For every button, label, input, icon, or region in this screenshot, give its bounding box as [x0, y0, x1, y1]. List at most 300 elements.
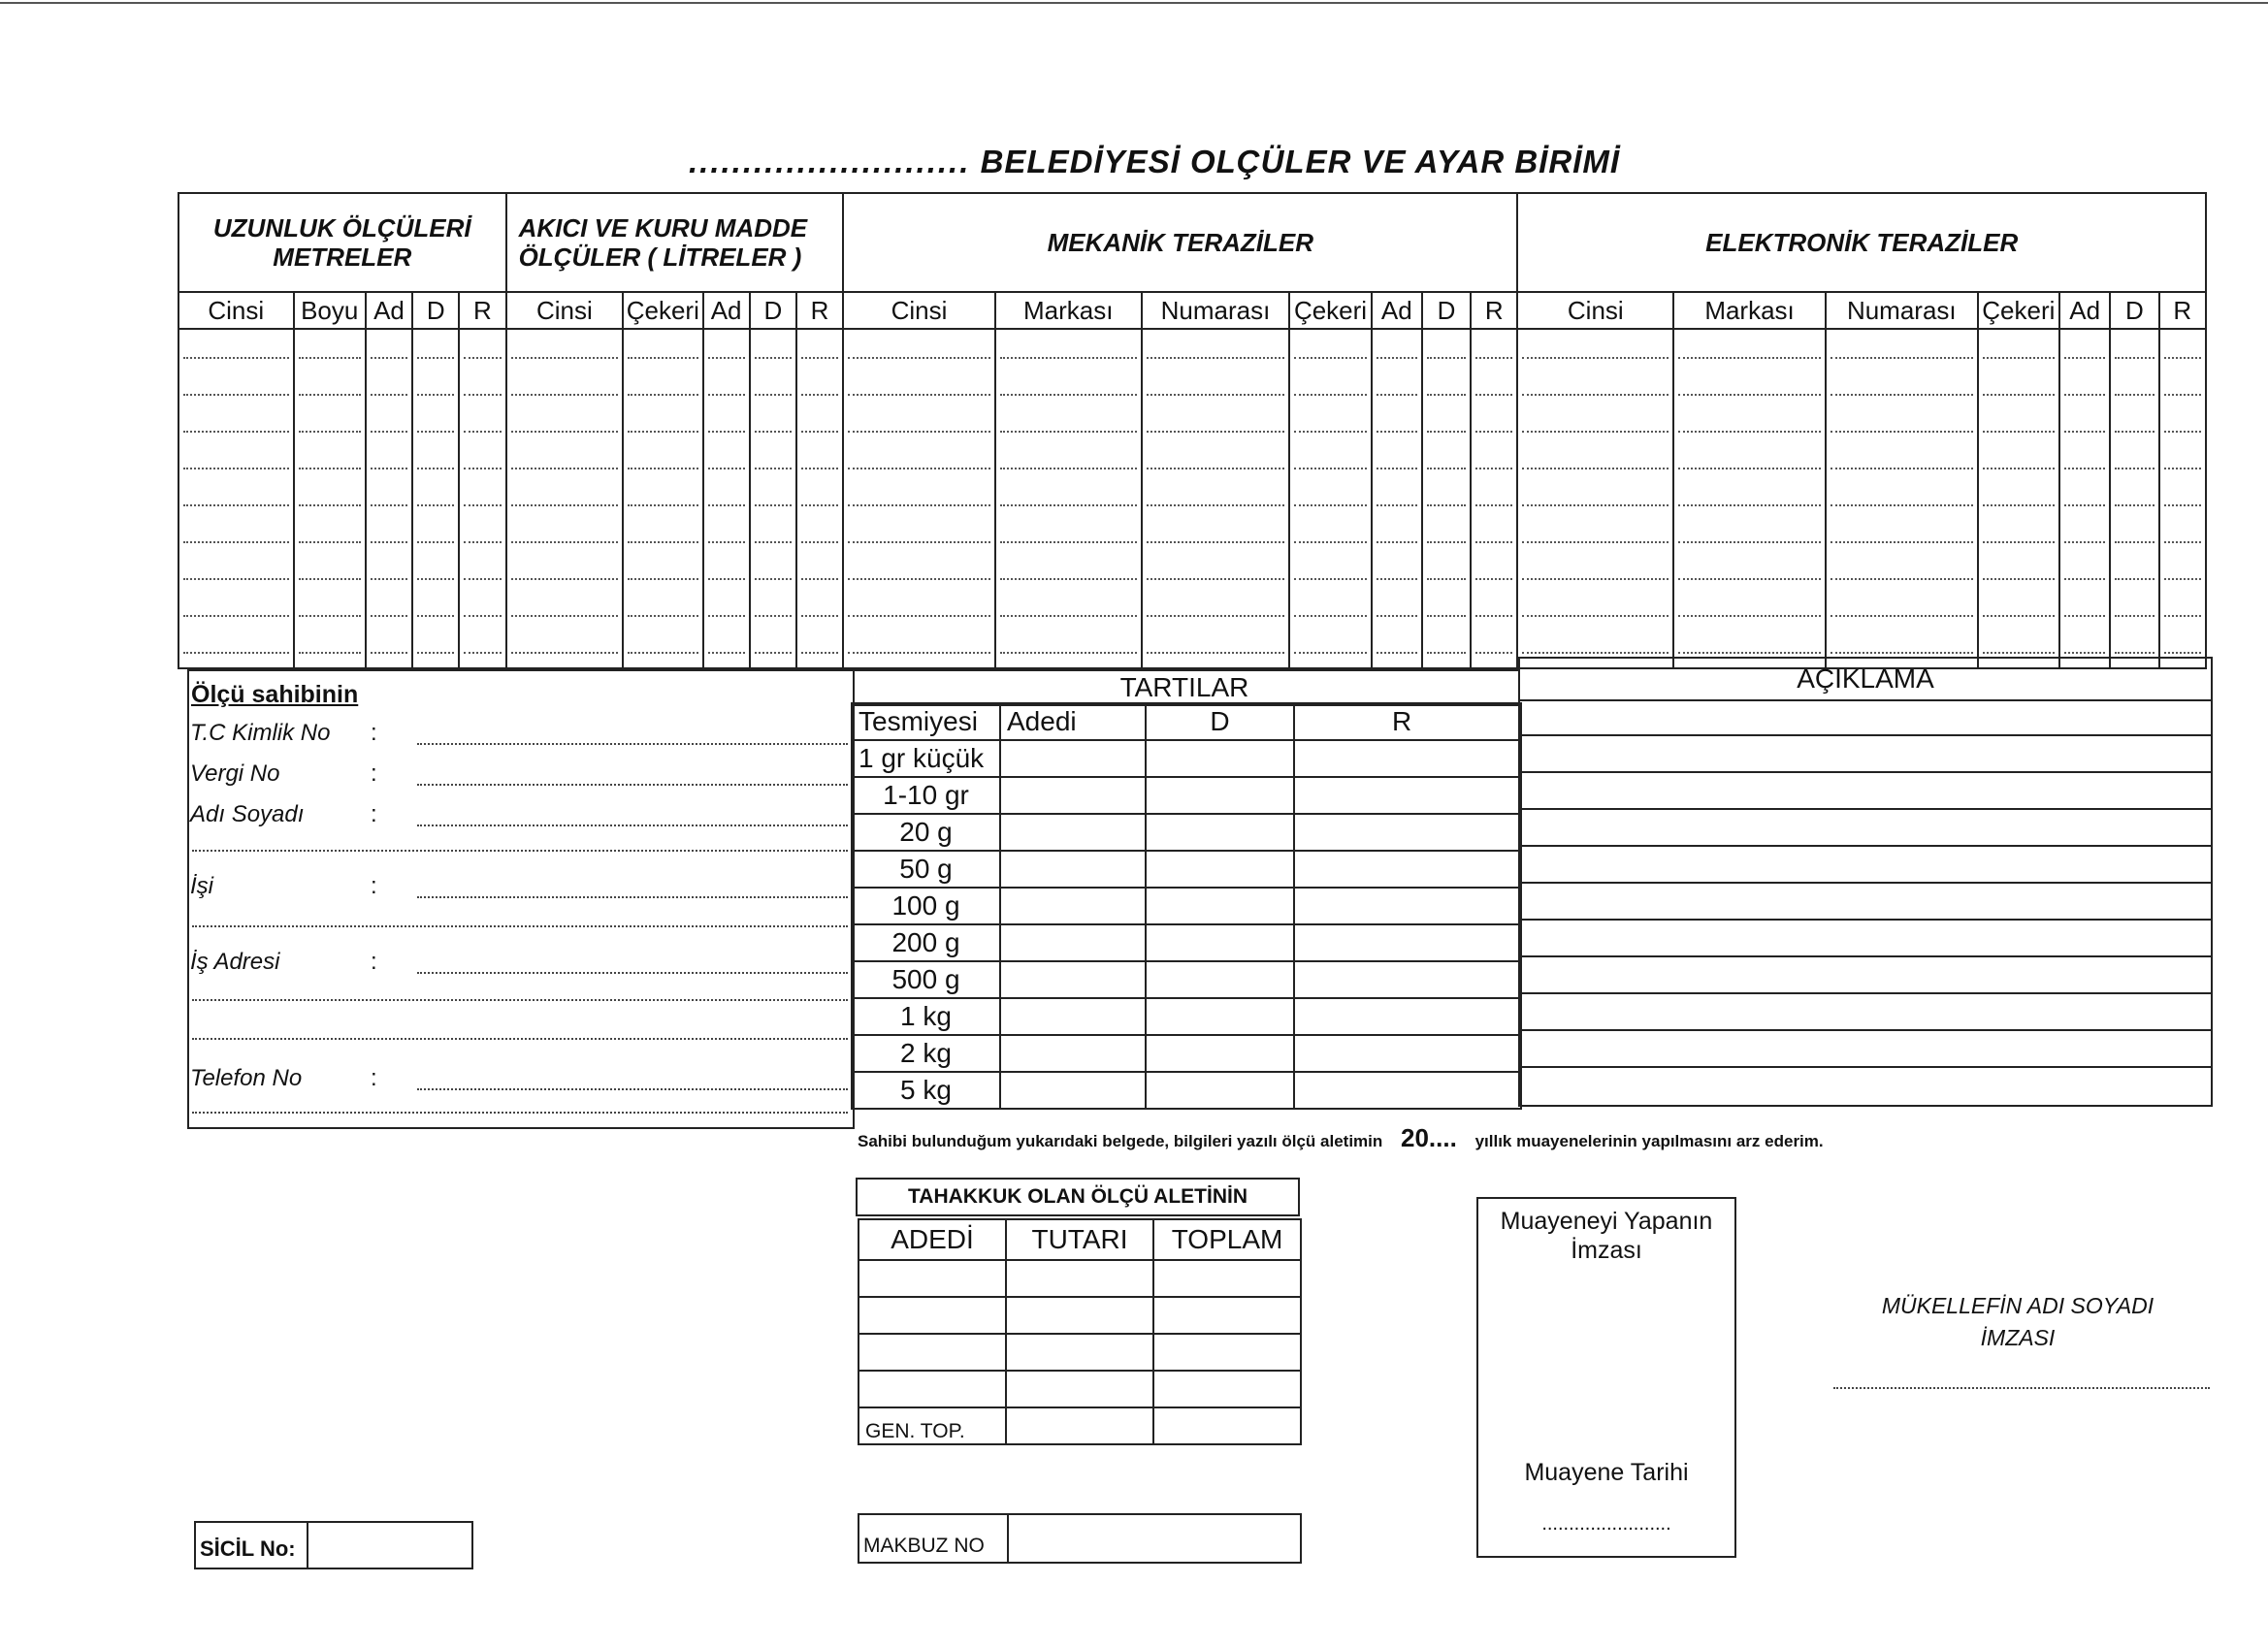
owner-field-colon: :: [371, 949, 377, 975]
entry-cell[interactable]: [750, 329, 796, 668]
tartilar-title: TARTILAR: [851, 669, 1520, 706]
tartilar-row: [852, 851, 1521, 888]
entry-dotline: [1831, 615, 1973, 617]
group-akici: AKICI VE KURU MADDE ÖLÇÜLER ( LİTRELER ): [506, 193, 844, 292]
owner-extra-line[interactable]: [192, 999, 848, 1001]
entry-dotline: [848, 357, 990, 359]
entry-dotline: [1983, 431, 2055, 433]
entry-dotline: [1831, 541, 1973, 543]
entry-dotline: [1678, 541, 1821, 543]
entry-dotline: [1475, 578, 1512, 580]
entry-dotline: [1294, 468, 1366, 469]
entry-dotline: [1427, 541, 1466, 543]
entry-dotline: [1831, 394, 1973, 396]
tartilar-row: [852, 888, 1521, 924]
entry-dotline: [1000, 615, 1137, 617]
entry-dotline: [511, 578, 619, 580]
entry-dotline: [464, 357, 501, 359]
entry-cell[interactable]: [459, 329, 505, 668]
entry-dotline: [1831, 431, 1973, 433]
entry-dotline: [1000, 578, 1137, 580]
group-uzunluk: UZUNLUK ÖLÇÜLERİ METRELER: [178, 193, 506, 292]
entry-cell[interactable]: [294, 329, 366, 668]
entry-dotline: [628, 468, 697, 469]
entry-dotline: [511, 652, 619, 654]
aciklama-line[interactable]: [1520, 808, 2211, 810]
entry-dotline: [299, 394, 361, 396]
owner-field-colon: :: [371, 801, 377, 827]
entry-dotline: [371, 615, 407, 617]
aciklama-line[interactable]: [1520, 845, 2211, 847]
entry-dotline: [628, 652, 697, 654]
tartilar-header: Tesmiyesi: [852, 703, 1000, 740]
entry-dotline: [2115, 357, 2154, 359]
entry-dotline: [1427, 431, 1466, 433]
entry-dotline: [2115, 504, 2154, 506]
entry-dotline: [1475, 468, 1512, 469]
entry-dotline: [1294, 357, 1366, 359]
entry-dotline: [755, 652, 792, 654]
muayene-box: [1476, 1197, 1736, 1558]
entry-dotline: [1475, 652, 1512, 654]
owner-field-label: Vergi No: [190, 760, 280, 787]
entry-dotline: [1475, 394, 1512, 396]
tartilar-cell[interactable]: [1294, 924, 1521, 961]
entry-cell[interactable]: [2159, 329, 2206, 668]
col-header: Cinsi: [178, 292, 294, 329]
top-border: [0, 2, 2268, 4]
mukellef-block: [1833, 1290, 2202, 1354]
tartilar-cell[interactable]: [1000, 888, 1146, 924]
entry-dotline: [1831, 357, 1973, 359]
entry-dotline: [2064, 615, 2105, 617]
owner-field-label: Telefon No: [190, 1065, 303, 1091]
entry-dotline: [511, 504, 619, 506]
title-dots: ..........................: [689, 144, 971, 179]
aciklama-line[interactable]: [1520, 1066, 2211, 1068]
tartilar-cell[interactable]: [1294, 998, 1521, 1035]
entry-dotline: [848, 468, 990, 469]
entry-dotline: [371, 394, 407, 396]
entry-dotline: [755, 578, 792, 580]
tartilar-cell[interactable]: [1000, 998, 1146, 1035]
entry-dotline: [1475, 431, 1512, 433]
tahakkuk-header: TOPLAM: [1153, 1219, 1301, 1260]
entry-dotline: [371, 578, 407, 580]
owner-field-label: İş Adresi: [190, 949, 280, 975]
makbuz-divider: [1007, 1515, 1009, 1562]
entry-dotline: [299, 357, 361, 359]
entry-dotline: [1147, 652, 1285, 654]
tartilar-weight: 2 kg: [852, 1035, 1000, 1072]
tartilar-cell[interactable]: [1294, 740, 1521, 777]
tartilar-row: [852, 777, 1521, 814]
entry-dotline: [708, 578, 745, 580]
entry-dotline: [708, 357, 745, 359]
owner-field-label: T.C Kimlik No: [190, 720, 331, 746]
entry-cell[interactable]: [623, 329, 702, 668]
entry-dotline: [417, 431, 454, 433]
tartilar-row: [852, 998, 1521, 1035]
entry-cell[interactable]: [843, 329, 995, 668]
col-header: Boyu: [294, 292, 366, 329]
sicil-box: [194, 1521, 473, 1569]
owner-field-input[interactable]: [417, 743, 848, 745]
entry-dotline: [1522, 652, 1669, 654]
entry-dotline: [1983, 615, 2055, 617]
entry-dotline: [628, 431, 697, 433]
entry-dotline: [1377, 468, 1417, 469]
owner-extra-line[interactable]: [192, 1038, 848, 1040]
entry-dotline: [1294, 431, 1366, 433]
col-header: Cinsi: [1517, 292, 1673, 329]
entry-dotline: [183, 394, 289, 396]
tartilar-cell[interactable]: [1294, 851, 1521, 888]
entry-cell[interactable]: [412, 329, 459, 668]
entry-dotline: [511, 431, 619, 433]
entry-dotline: [801, 394, 838, 396]
entry-dotline: [511, 468, 619, 469]
col-header: Ad: [1372, 292, 1422, 329]
entry-dotline: [1831, 578, 1973, 580]
entry-dotline: [2115, 615, 2154, 617]
entry-dotline: [417, 504, 454, 506]
owner-extra-line[interactable]: [192, 850, 848, 852]
tartilar-header: Adedi: [1000, 703, 1146, 740]
tartilar-cell[interactable]: [1000, 961, 1146, 998]
aciklama-line[interactable]: [1520, 882, 2211, 884]
entry-dotline: [848, 652, 990, 654]
col-header: Çekeri: [623, 292, 702, 329]
col-header: Ad: [2059, 292, 2110, 329]
tartilar-cell[interactable]: [1146, 1035, 1294, 1072]
entry-dotline: [1427, 504, 1466, 506]
aciklama-line[interactable]: [1520, 734, 2211, 736]
statement: [858, 1123, 1824, 1153]
tartilar-row: [852, 814, 1521, 851]
tartilar-cell[interactable]: [1000, 1072, 1146, 1109]
entry-dotline: [628, 394, 697, 396]
entry-dotline: [1475, 541, 1512, 543]
muayene-date-dots: ........................: [1541, 1513, 1671, 1535]
entry-dotline: [417, 468, 454, 469]
entry-dotline: [708, 394, 745, 396]
entry-cell[interactable]: [1372, 329, 1422, 668]
entry-dotline: [1983, 504, 2055, 506]
entry-dotline: [1147, 504, 1285, 506]
entry-cell[interactable]: [703, 329, 750, 668]
entry-dotline: [1294, 615, 1366, 617]
entry-dotline: [801, 541, 838, 543]
entry-dotline: [2164, 615, 2201, 617]
entry-dotline: [1427, 394, 1466, 396]
owner-field-input[interactable]: [417, 1088, 848, 1090]
col-header: R: [459, 292, 505, 329]
entry-dotline: [1147, 394, 1285, 396]
entry-dotline: [1831, 468, 1973, 469]
entry-dotline: [1294, 541, 1366, 543]
entry-dotline: [1522, 504, 1669, 506]
owner-extra-line[interactable]: [192, 1112, 848, 1114]
entry-cell[interactable]: [1142, 329, 1290, 668]
tartilar-cell[interactable]: [1000, 814, 1146, 851]
tartilar-weight: 5 kg: [852, 1072, 1000, 1109]
entry-dotline: [801, 578, 838, 580]
entry-dotline: [2164, 652, 2201, 654]
entry-dotline: [511, 615, 619, 617]
entry-dotline: [628, 615, 697, 617]
entry-dotline: [1427, 615, 1466, 617]
entry-dotline: [1377, 652, 1417, 654]
tartilar-row: [852, 961, 1521, 998]
col-header: Çekeri: [1978, 292, 2059, 329]
entry-cell[interactable]: [1471, 329, 1517, 668]
entry-dotline: [1983, 652, 2055, 654]
entry-dotline: [2115, 652, 2154, 654]
entry-dotline: [1522, 468, 1669, 469]
owner-field-input[interactable]: [417, 824, 848, 826]
entry-dotline: [801, 652, 838, 654]
entry-dotline: [417, 578, 454, 580]
entry-dotline: [1377, 541, 1417, 543]
entry-dotline: [2064, 504, 2105, 506]
tartilar-cell[interactable]: [1146, 998, 1294, 1035]
aciklama-line[interactable]: [1520, 992, 2211, 994]
owner-field-input[interactable]: [417, 896, 848, 898]
entry-dotline: [1377, 431, 1417, 433]
tartilar-cell[interactable]: [1294, 961, 1521, 998]
entry-dotline: [299, 615, 361, 617]
entry-dotline: [1678, 357, 1821, 359]
entry-dotline: [1983, 578, 2055, 580]
col-header: Çekeri: [1289, 292, 1371, 329]
tartilar-cell[interactable]: [1294, 814, 1521, 851]
entry-dotline: [2164, 578, 2201, 580]
entry-dotline: [1678, 431, 1821, 433]
entry-dotline: [1000, 431, 1137, 433]
entry-dotline: [464, 394, 501, 396]
entry-dotline: [2115, 578, 2154, 580]
entry-dotline: [628, 504, 697, 506]
entry-dotline: [708, 468, 745, 469]
entry-cell[interactable]: [1289, 329, 1371, 668]
entry-dotline: [1377, 504, 1417, 506]
entry-dotline: [1377, 357, 1417, 359]
entry-cell[interactable]: [2110, 329, 2158, 668]
entry-cell[interactable]: [1673, 329, 1826, 668]
entry-dotline: [1147, 541, 1285, 543]
tartilar-cell[interactable]: [1146, 888, 1294, 924]
entry-dotline: [2064, 431, 2105, 433]
col-header: Numarası: [1142, 292, 1290, 329]
entry-dotline: [371, 468, 407, 469]
statement-year: 20....: [1401, 1123, 1457, 1152]
group-mekanik: MEKANİK TERAZİLER: [843, 193, 1517, 292]
entry-dotline: [2164, 468, 2201, 469]
entry-dotline: [371, 541, 407, 543]
entry-dotline: [2064, 394, 2105, 396]
mukellef-name-label: MÜKELLEFİN ADI SOYADI: [1881, 1293, 2155, 1318]
instrument-table: [178, 192, 2207, 669]
tahakkuk-table: [858, 1218, 1302, 1445]
tartilar-row: [852, 1035, 1521, 1072]
col-header: R: [2159, 292, 2206, 329]
entry-dotline: [1427, 652, 1466, 654]
tartilar-cell[interactable]: [1000, 851, 1146, 888]
tahakkuk-title: TAHAKKUK OLAN ÖLÇÜ ALETİNİN: [856, 1178, 1300, 1216]
aciklama-line[interactable]: [1520, 955, 2211, 957]
entry-dotline: [848, 615, 990, 617]
tartilar-cell[interactable]: [1294, 1072, 1521, 1109]
aciklama-line[interactable]: [1520, 1029, 2211, 1031]
entry-cell[interactable]: [2059, 329, 2110, 668]
tartilar-cell[interactable]: [1294, 888, 1521, 924]
owner-field-input[interactable]: [417, 784, 848, 786]
entry-dotline: [1427, 357, 1466, 359]
tartilar-weight: 200 g: [852, 924, 1000, 961]
sicil-label: SİCİL No:: [200, 1536, 296, 1561]
tartilar-cell[interactable]: [1000, 1035, 1146, 1072]
aciklama-box: [1518, 697, 2213, 1107]
entry-dotline: [183, 541, 289, 543]
col-header: D: [1422, 292, 1471, 329]
entry-dotline: [2064, 541, 2105, 543]
tartilar-cell[interactable]: [1294, 777, 1521, 814]
entry-dotline: [371, 357, 407, 359]
entry-cell[interactable]: [366, 329, 412, 668]
entry-dotline: [1983, 468, 2055, 469]
entry-dotline: [755, 541, 792, 543]
entry-dotline: [299, 431, 361, 433]
entry-dotline: [1983, 541, 2055, 543]
entry-dotline: [628, 357, 697, 359]
entry-dotline: [464, 541, 501, 543]
muayene-date-label: Muayene Tarihi: [1524, 1459, 1689, 1486]
tartilar-cell[interactable]: [1000, 777, 1146, 814]
owner-field-input[interactable]: [417, 972, 848, 974]
entry-dotline: [801, 468, 838, 469]
entry-dotline: [1678, 578, 1821, 580]
aciklama-line[interactable]: [1520, 771, 2211, 773]
entry-dotline: [628, 541, 697, 543]
entry-dotline: [1147, 468, 1285, 469]
entry-dotline: [2164, 504, 2201, 506]
entry-cell[interactable]: [796, 329, 843, 668]
entry-dotline: [1475, 615, 1512, 617]
entry-dotline: [1678, 394, 1821, 396]
entry-dotline: [1147, 431, 1285, 433]
col-header: Cinsi: [506, 292, 624, 329]
col-header: D: [412, 292, 459, 329]
aciklama-line[interactable]: [1520, 919, 2211, 921]
entry-dotline: [1294, 394, 1366, 396]
entry-dotline: [2164, 357, 2201, 359]
entry-dotline: [1147, 578, 1285, 580]
entry-dotline: [801, 615, 838, 617]
entry-cell[interactable]: [1978, 329, 2059, 668]
entry-dotline: [755, 615, 792, 617]
entry-dotline: [1147, 357, 1285, 359]
entry-dotline: [183, 431, 289, 433]
entry-dotline: [1475, 357, 1512, 359]
tahakkuk-header: ADEDİ: [859, 1219, 1006, 1260]
page-title: [689, 144, 1756, 180]
entry-dotline: [1000, 394, 1137, 396]
entry-dotline: [1377, 578, 1417, 580]
tartilar-cell[interactable]: [1146, 924, 1294, 961]
tartilar-cell[interactable]: [1294, 1035, 1521, 1072]
entry-cell[interactable]: [178, 329, 294, 668]
col-header: Ad: [703, 292, 750, 329]
entry-dotline: [708, 504, 745, 506]
col-header: D: [750, 292, 796, 329]
entry-cell[interactable]: [995, 329, 1142, 668]
entry-dotline: [2164, 431, 2201, 433]
tartilar-weight: 1 gr küçük: [852, 740, 1000, 777]
entry-dotline: [2115, 431, 2154, 433]
tartilar-cell[interactable]: [1146, 851, 1294, 888]
entry-dotline: [1522, 394, 1669, 396]
aciklama-title: AÇIKLAMA: [1518, 657, 2213, 701]
entry-dotline: [2164, 541, 2201, 543]
entry-dotline: [183, 652, 289, 654]
tartilar-cell[interactable]: [1000, 740, 1146, 777]
entry-dotline: [848, 578, 990, 580]
entry-dotline: [1522, 431, 1669, 433]
entry-cell[interactable]: [1422, 329, 1471, 668]
entry-dotline: [1678, 468, 1821, 469]
entry-dotline: [1522, 615, 1669, 617]
entry-dotline: [1000, 652, 1137, 654]
entry-dotline: [1294, 578, 1366, 580]
tartilar-cell[interactable]: [1146, 740, 1294, 777]
col-header: Markası: [995, 292, 1142, 329]
entry-dotline: [299, 652, 361, 654]
entry-dotline: [1427, 468, 1466, 469]
entry-dotline: [1427, 578, 1466, 580]
entry-dotline: [1294, 504, 1366, 506]
entry-dotline: [417, 357, 454, 359]
owner-field-label: İşi: [190, 873, 213, 899]
entry-dotline: [1522, 578, 1669, 580]
tartilar-cell[interactable]: [1000, 924, 1146, 961]
entry-dotline: [2115, 394, 2154, 396]
tartilar-weight: 50 g: [852, 851, 1000, 888]
entry-cell[interactable]: [1826, 329, 1978, 668]
owner-field-colon: :: [371, 720, 377, 746]
entry-dotline: [1522, 357, 1669, 359]
entry-dotline: [417, 394, 454, 396]
entry-cell[interactable]: [1517, 329, 1673, 668]
entry-dotline: [183, 504, 289, 506]
tartilar-cell[interactable]: [1146, 1072, 1294, 1109]
entry-dotline: [628, 578, 697, 580]
tahakkuk-header: TUTARI: [1006, 1219, 1153, 1260]
owner-extra-line[interactable]: [192, 925, 848, 927]
entry-dotline: [848, 504, 990, 506]
tartilar-cell[interactable]: [1146, 961, 1294, 998]
tartilar-row: [852, 1072, 1521, 1109]
statement-pre: Sahibi bulunduğum yukarıdaki belgede, bilgileri yazılı ölçü aletimin: [858, 1132, 1383, 1150]
entry-dotline: [1475, 504, 1512, 506]
entry-dotline: [1294, 652, 1366, 654]
owner-title: Ölçü sahibinin: [191, 681, 359, 708]
tartilar-cell[interactable]: [1146, 777, 1294, 814]
entry-dotline: [848, 541, 990, 543]
mukellef-signature-label: İMZASI: [1980, 1325, 2056, 1350]
entry-cell[interactable]: [506, 329, 624, 668]
tartilar-cell[interactable]: [1146, 814, 1294, 851]
